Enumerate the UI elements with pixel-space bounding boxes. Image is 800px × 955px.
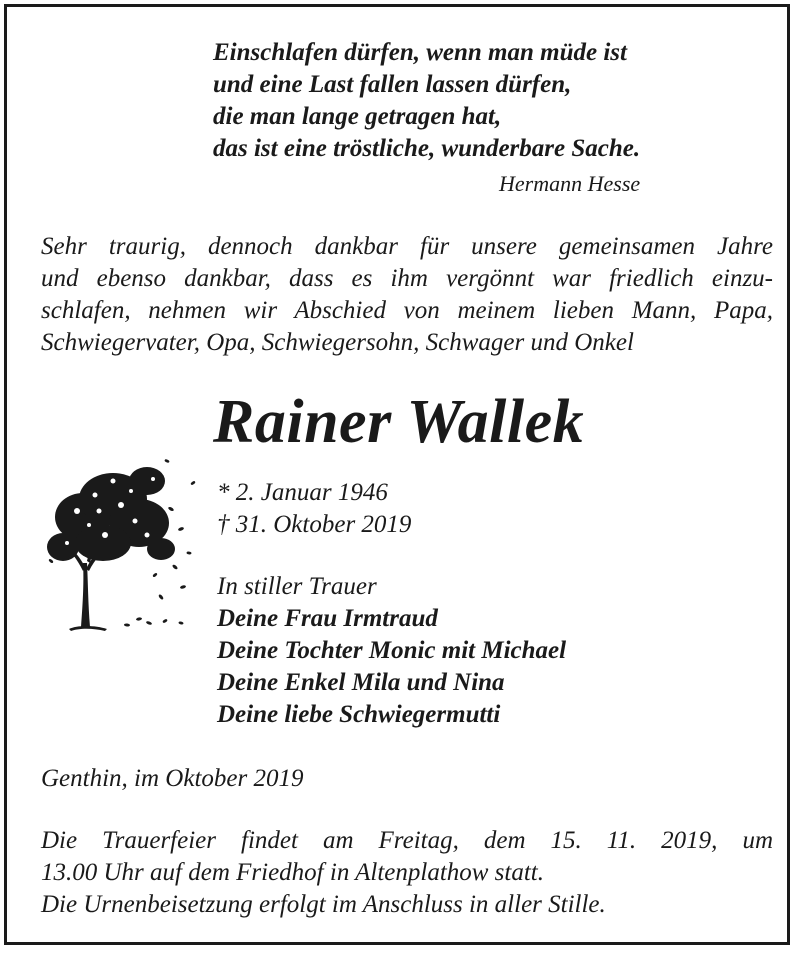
poem-author: Hermann Hesse [499, 171, 641, 196]
service-line: 13.00 Uhr auf dem Friedhof in Altenplathow statt. [41, 859, 545, 886]
tree-with-falling-leaves-icon [43, 451, 203, 635]
intro-line: Schwiegervater, Opa, Schwiegersohn, Schwager und Onkel [41, 329, 634, 356]
death-date: † 31. Oktober 2019 [217, 511, 412, 538]
mourners-block [217, 571, 566, 731]
intro-line: schlafen, nehmen wir Abschied von meinem lieben Mann, Papa, [41, 297, 773, 324]
place-date: Genthin, im Oktober 2019 [41, 765, 304, 792]
poem-line: und eine Last fallen lassen dürfen, [213, 71, 572, 98]
service-line: Die Urnenbeisetzung erfolgt im Anschluss in aller Stille. [41, 891, 606, 918]
poem-line: Einschlafen dürfen, wenn man müde ist [213, 39, 627, 66]
service-info [41, 825, 773, 921]
mourner-line: Deine Tochter Monic mit Michael [217, 637, 567, 664]
mourner-line: Deine Frau Irmtraud [217, 605, 438, 632]
poem-block [213, 37, 773, 196]
intro-line: und ebenso dankbar, dass es ihm vergönnt war friedlich einzu- [41, 265, 773, 292]
mourner-line: Deine liebe Schwiegermutti [217, 701, 501, 728]
birth-date: * 2. Januar 1946 [217, 479, 388, 506]
life-dates [217, 477, 411, 541]
poem-line: die man lange getragen hat, [213, 103, 502, 130]
intro-text [41, 231, 773, 359]
obituary-frame [4, 4, 790, 945]
mourner-line: Deine Enkel Mila und Nina [217, 669, 505, 696]
deceased-name: Rainer Wallek [213, 388, 585, 456]
poem-line: das ist eine tröstliche, wunderbare Sache. [213, 135, 641, 162]
service-line: Die Trauerfeier findet am Freitag, dem 15. 11. 2019, um [41, 827, 773, 854]
intro-line: Sehr traurig, dennoch dankbar für unsere gemeinsamen Jahre [41, 233, 773, 260]
mourners-heading: In stiller Trauer [217, 573, 377, 600]
